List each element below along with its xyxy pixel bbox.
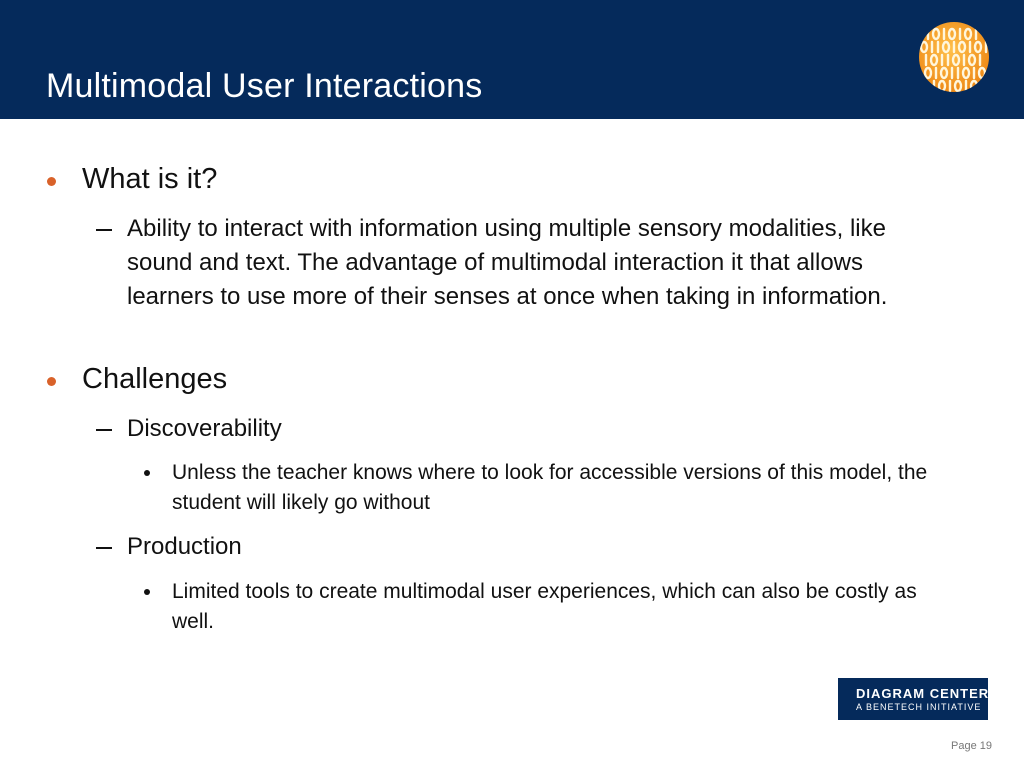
bullet-marker [47,377,56,386]
dot-marker [144,589,150,595]
dash-marker [96,547,112,549]
sub-bullet-text: Production [127,533,242,560]
sub-bullet-text: Ability to interact with information using multiple sensory modalities, like sound and text. The advantage of multimodal interaction it that allows learners to use more of their senses at once when taking in information. [127,215,888,310]
dash-marker [96,429,112,431]
dot-marker [144,470,150,476]
slide-title: Multimodal User Interactions [46,67,483,105]
sub-bullet-text: Discoverability [127,415,282,442]
bullet-heading: Challenges [82,363,228,395]
binary-code-globe-icon [918,21,990,93]
page-number: Page 19 [951,740,992,752]
slide-header [0,0,1024,119]
brand-name: DIAGRAM CENTER [856,686,990,701]
detail-text: Limited tools to create multimodal user experiences, which can also be costly as well. [172,580,917,633]
diagram-center-logo [838,678,988,720]
detail-text: Unless the teacher knows where to look for accessible versions of this model, the student will likely go without [172,461,928,514]
dash-marker [96,229,112,231]
brand-tagline: A BENETECH INITIATIVE [856,702,982,712]
bullet-heading: What is it? [82,163,218,195]
bullet-marker [47,177,56,186]
